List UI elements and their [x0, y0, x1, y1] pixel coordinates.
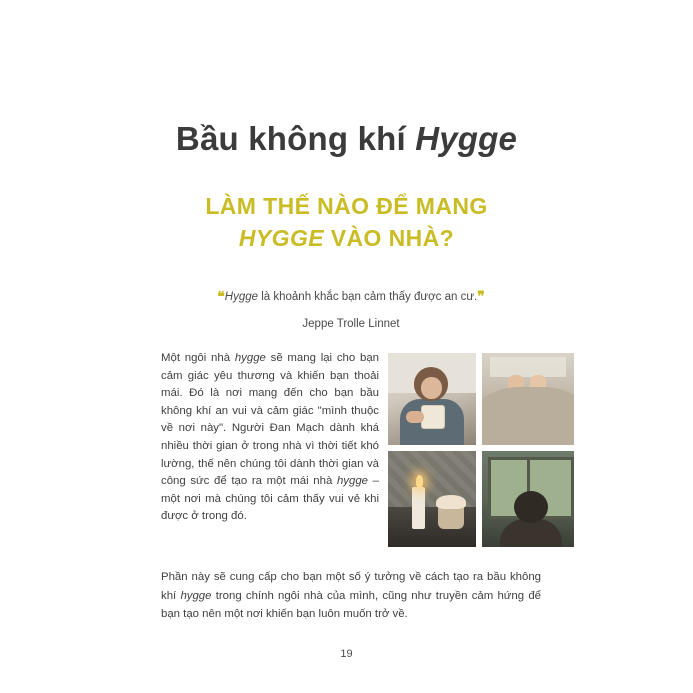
subtitle-line-2-rest: VÀO NHÀ? — [323, 225, 455, 251]
closing-part-2: trong chính ngôi nhà của mình, cũng như truyền cảm hứng để bạn tạo nên một nơi khiến bạn luôn muốn trở về. — [161, 589, 541, 621]
photo-cupcake-frosting — [436, 495, 466, 509]
photo-feet-under-blanket — [482, 353, 574, 445]
quote-text — [161, 288, 541, 305]
photo-person-at-window — [482, 451, 574, 547]
body-part-2: sẽ mang lại cho bạn cảm giác yêu thương và khiến bạn thoải mái. Đó là nơi mang đến cho bạn bầu không khí an vui và cảm giác "mình thuộc về nơi này". Người Đan Mạch dành khá nhiều thời gian ở trong nhà vì thời tiết khó lường, thế nên chúng tôi dành thời gian và công sức để tạo ra một mái nhà — [161, 352, 379, 488]
photo-candle — [412, 487, 425, 529]
photo-child-arm — [406, 411, 424, 423]
subtitle-line-2 — [0, 222, 693, 254]
body-part-1: Một ngôi nhà — [161, 352, 235, 364]
subtitle-line-1: LÀM THẾ NÀO ĐỂ MANG — [205, 193, 488, 219]
quote-close-mark: ❞ — [477, 288, 485, 304]
page-title — [0, 120, 693, 158]
pull-quote — [161, 288, 541, 330]
quote-body: là khoảnh khắc bạn cảm thấy được an cư. — [258, 291, 478, 303]
photo-person-shoulders — [500, 519, 562, 547]
photo-child-face — [421, 377, 442, 399]
body-column-text — [161, 350, 379, 526]
page-title-plain: Bầu không khí — [175, 120, 416, 158]
photo-candle-flame — [416, 475, 423, 488]
closing-paragraph — [161, 568, 541, 624]
photo-person-head — [514, 491, 548, 523]
body-italic-2: hygge — [336, 475, 369, 488]
photo-cup — [421, 405, 445, 429]
closing-italic-1: hygge — [180, 589, 212, 602]
quote-open-mark: ❝ — [217, 288, 225, 304]
quote-author: Jeppe Trolle Linnet — [302, 318, 400, 330]
photo-child-with-cup — [388, 353, 476, 445]
photo-blanket — [482, 387, 574, 445]
page-number: 19 — [340, 648, 353, 660]
photo-window-light — [490, 357, 566, 377]
photo-candle-and-cupcake — [388, 451, 476, 547]
body-italic-1: hygge — [234, 352, 266, 364]
page-title-italic: Hygge — [415, 120, 518, 158]
closing-part-1: Phần này sẽ cung cấp cho bạn một số ý tưởng về cách tạo ra bầu không khí — [161, 571, 541, 602]
page-subtitle — [0, 190, 693, 254]
photo-grid — [388, 353, 574, 547]
subtitle-line-2-italic: HYGGE — [238, 225, 324, 251]
body-part-3: – một nơi mà chúng tôi cảm thấy vui vẻ khi được ở trong đó. — [161, 475, 380, 523]
quote-italic-word: Hygge — [224, 291, 259, 303]
